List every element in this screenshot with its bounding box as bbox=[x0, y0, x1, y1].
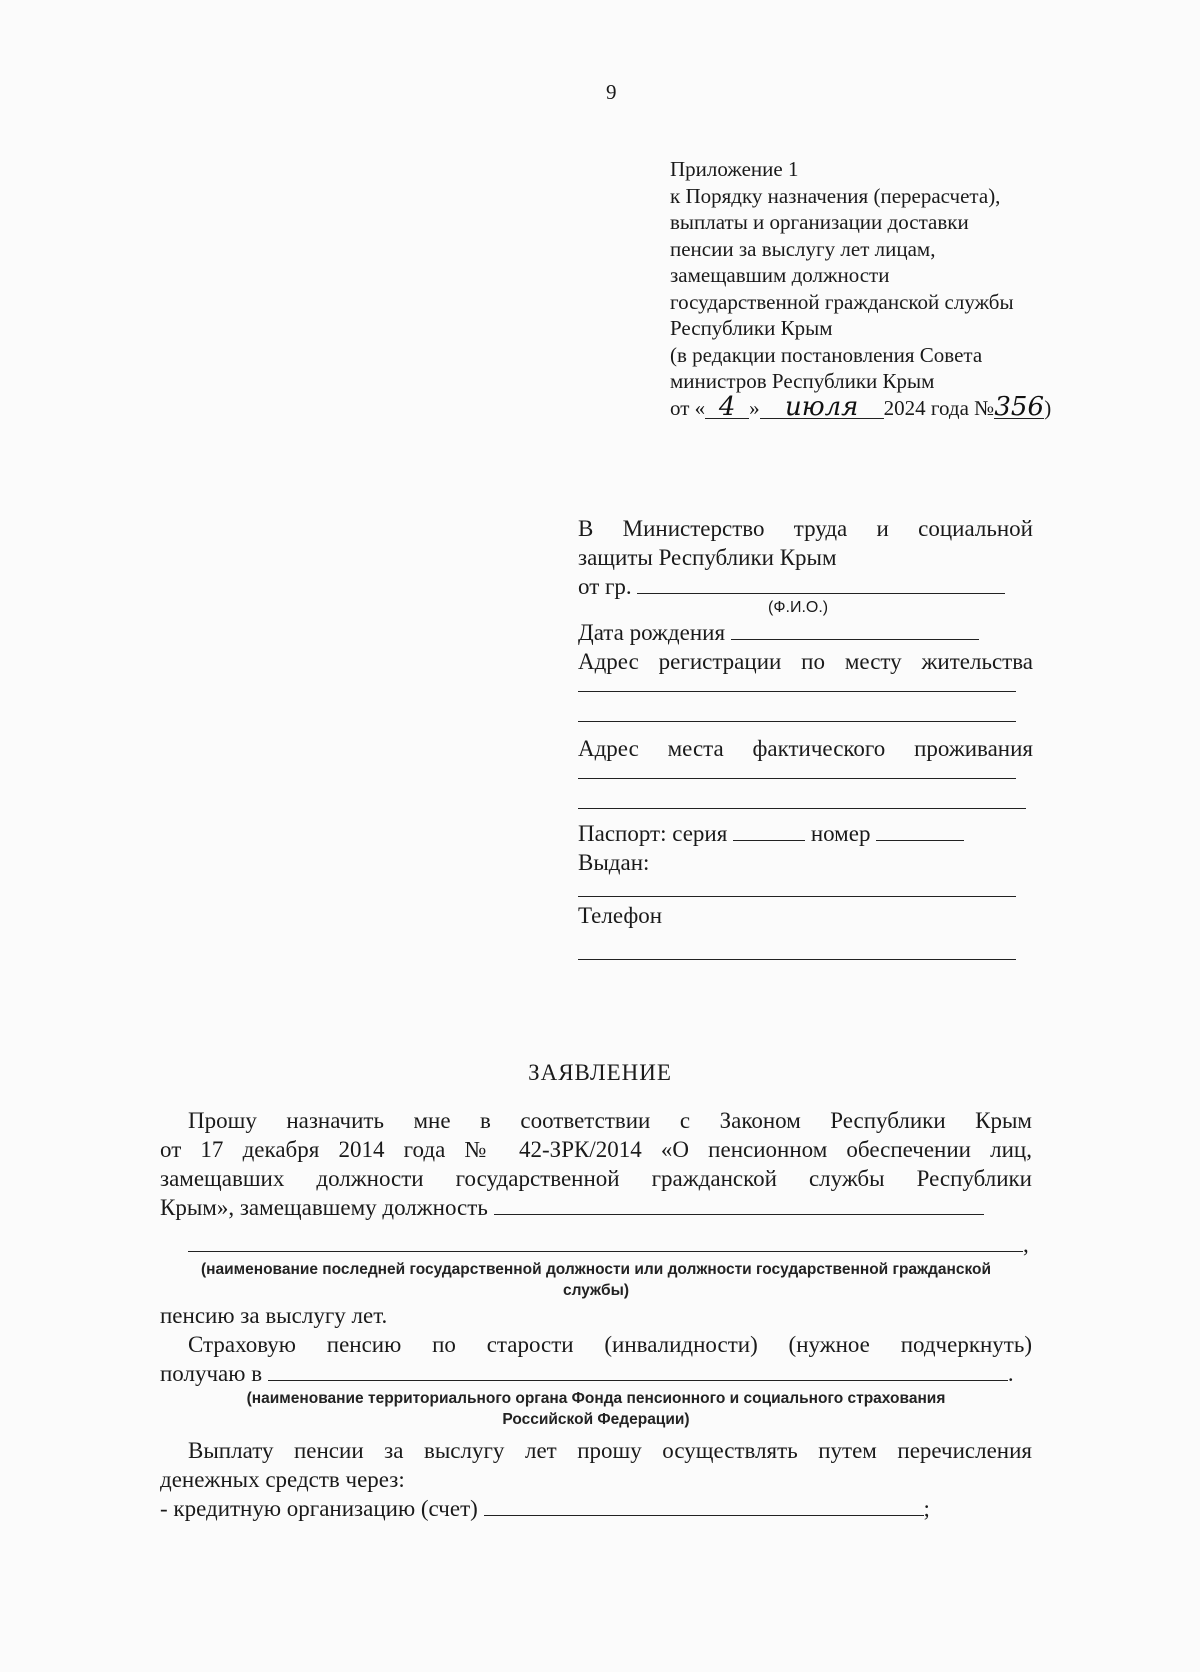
handwritten-decree-number: 356 bbox=[994, 391, 1044, 422]
addressee-block bbox=[578, 514, 1033, 960]
issued-field[interactable] bbox=[578, 895, 1016, 897]
statement-body bbox=[160, 1106, 1032, 1523]
reg-address-label: Адрес регистрации по месту жительства bbox=[578, 649, 1033, 674]
actual-address-field-2[interactable] bbox=[578, 807, 1026, 809]
appendix-line: замещавшим должности bbox=[670, 263, 890, 287]
from-row: от гр. bbox=[578, 572, 1033, 601]
decree-date-line: от « 4 » июля 2024 года №356) bbox=[670, 391, 1052, 422]
handwritten-day: 4 bbox=[705, 396, 749, 419]
addressee-line1: В Министерство труда и социальной bbox=[578, 516, 1033, 541]
fio-caption: (Ф.И.О.) bbox=[768, 599, 829, 616]
pension-fund-caption: (наименование территориального органа Фонда пенсионного и социального страхования Российской Федерации) bbox=[246, 1390, 946, 1428]
para1-line1: Прошу назначить мне в соответствии с Законом Республики Крым bbox=[188, 1108, 1032, 1133]
birth-date-field[interactable] bbox=[731, 619, 979, 640]
actual-address-label: Адрес места фактического проживания bbox=[578, 736, 1033, 761]
phone-field[interactable] bbox=[578, 958, 1016, 960]
statement-title: ЗАЯВЛЕНИЕ bbox=[528, 1060, 672, 1085]
handwritten-month: июля bbox=[760, 396, 884, 419]
para2-line2-row: получаю в . bbox=[160, 1361, 1014, 1386]
birth-row: Дата рождения bbox=[578, 618, 1033, 647]
passport-series-field[interactable] bbox=[733, 820, 805, 841]
appendix-line: государственной гражданской службы bbox=[670, 289, 1014, 314]
phone-label: Телефон bbox=[578, 903, 663, 928]
bank-row: - кредитную организацию (счет) ; bbox=[160, 1496, 930, 1521]
appendix-line: пенсии за выслугу лет лицам, bbox=[670, 236, 936, 261]
reg-address-field-1[interactable] bbox=[578, 690, 1016, 692]
para1-tail: пенсию за выслугу лет. bbox=[160, 1303, 388, 1328]
para3-line2: денежных средств через: bbox=[160, 1467, 405, 1492]
appendix-line: министров Республики Крым bbox=[670, 369, 935, 393]
para3-line1: Выплату пенсии за выслугу лет прошу осуществлять путем перечисления bbox=[188, 1438, 1032, 1463]
fio-field[interactable] bbox=[637, 573, 1005, 594]
reg-address-field-2[interactable] bbox=[578, 720, 1016, 722]
appendix-line: выплаты и организации доставки bbox=[670, 210, 969, 234]
addressee-line2: защиты Республики Крым bbox=[578, 545, 837, 570]
passport-number-field[interactable] bbox=[876, 820, 964, 841]
position-caption: (наименование последней государственной должности или должности государственной гражданской службы) bbox=[200, 1261, 992, 1299]
actual-address-field-1[interactable] bbox=[578, 777, 1016, 779]
position-field-2[interactable] bbox=[188, 1231, 1023, 1252]
appendix-line: (в редакции постановления Совета bbox=[670, 342, 983, 367]
para2-line1: Страховую пенсию по старости (инвалидности) (нужное подчеркнуть) bbox=[188, 1332, 1032, 1357]
issued-label: Выдан: bbox=[578, 850, 650, 875]
position-field-row: , bbox=[160, 1230, 1032, 1259]
appendix-line: Республики Крым bbox=[670, 316, 833, 340]
para1-line4-row: Крым», замещавшему должность bbox=[160, 1193, 1032, 1222]
appendix-line: Приложение 1 bbox=[670, 157, 799, 181]
para1-line2: от 17 декабря 2014 года № 42-ЗРК/2014 «О пенсионном обеспечении лиц, bbox=[160, 1137, 1032, 1162]
passport-row: Паспорт: серия номер bbox=[578, 819, 1033, 848]
page-number: 9 bbox=[606, 80, 617, 104]
pension-fund-field[interactable] bbox=[268, 1360, 1008, 1381]
bank-account-field[interactable] bbox=[484, 1495, 924, 1516]
para1-line3: замещавших должности государственной гражданской службы Республики bbox=[160, 1166, 1032, 1191]
appendix-line: к Порядку назначения (перерасчета), bbox=[670, 183, 1001, 208]
appendix-header bbox=[670, 156, 1090, 421]
position-field-1[interactable] bbox=[494, 1194, 984, 1215]
